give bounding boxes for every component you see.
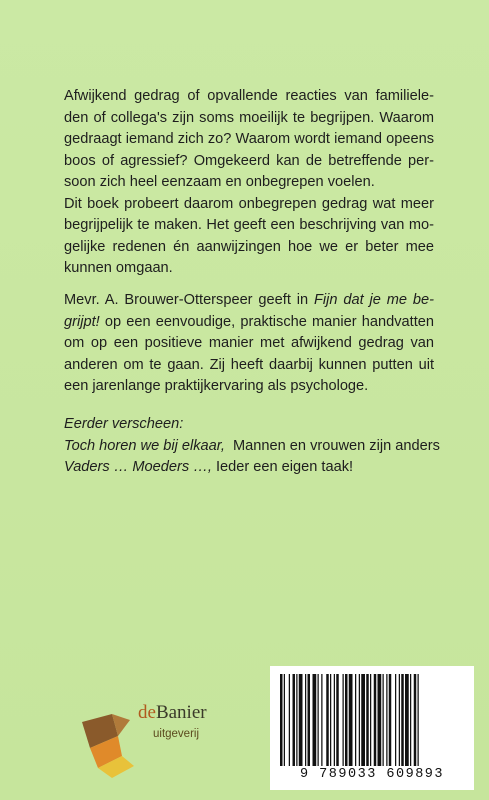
- earlier-titles-line: [64, 436, 440, 458]
- barcode-bar: [289, 674, 290, 766]
- text-line: om op een positieve manier met afwijkend gedrag van: [64, 335, 434, 351]
- barcode-bar: [359, 674, 360, 766]
- barcode-bar: [370, 674, 371, 766]
- earlier-published-section: [64, 414, 440, 479]
- publisher-name: [138, 702, 207, 724]
- text-fragment: op een eenvoudige, praktische manier handvatten: [99, 313, 434, 330]
- barcode-bar: [330, 674, 331, 766]
- barcode-bar: [355, 674, 356, 766]
- barcode-bar: [296, 674, 297, 766]
- barcode-bar: [410, 674, 411, 766]
- isbn-barcode: [270, 666, 474, 790]
- publisher-name-prefix: de: [138, 702, 156, 723]
- book-title-part: grijpt!: [64, 313, 100, 330]
- barcode-bar: [318, 674, 319, 766]
- barcode-bar: [345, 674, 348, 766]
- text-line: [64, 312, 434, 334]
- barcode-bar: [386, 674, 387, 766]
- barcode-bar: [326, 674, 329, 766]
- text-line: den of collega's zijn soms moeilijk te begrijpen. Waarom: [64, 109, 434, 126]
- barcode-bar: [374, 674, 377, 766]
- earlier-title: Vaders … Moeders …,: [64, 459, 212, 475]
- text-line: boos of agressief? Omgekeerd kan de betreffende per-: [64, 152, 434, 169]
- text-line: Dit boek probeert daarom onbegrepen gedrag wat meer: [64, 195, 434, 212]
- earlier-title: Mannen en vrouwen zijn anders: [233, 437, 440, 454]
- barcode-bar: [378, 674, 382, 766]
- earlier-title: Toch horen we bij elkaar,: [64, 437, 225, 454]
- barcode-bar: [361, 674, 365, 766]
- publisher-logo: [78, 696, 258, 780]
- barcode-bar: [280, 674, 283, 766]
- book-title-part: Fijn dat je me be-: [313, 292, 434, 308]
- description-paragraph-1: [64, 86, 434, 280]
- barcode-bar: [299, 674, 303, 766]
- barcode-bar: [313, 674, 317, 766]
- earlier-titles-line: [64, 457, 434, 479]
- barcode-bar: [383, 674, 384, 766]
- barcode-bar: [308, 674, 311, 766]
- barcode-bar: [305, 674, 306, 766]
- barcode-bar: [284, 674, 285, 766]
- barcode-bar: [414, 674, 417, 766]
- text-line: kunnen omgaan.: [64, 260, 173, 276]
- text-line: anderen om te gaan. Zij heeft daarbij kunnen putten uit: [64, 356, 434, 373]
- barcode-bar: [334, 674, 335, 766]
- barcode-bar: [321, 674, 322, 766]
- barcode-bar: [343, 674, 344, 766]
- text-line: een jarenlange praktijkervaring als psychologe.: [64, 378, 369, 394]
- barcode-bar: [401, 674, 404, 766]
- barcode-bar: [418, 674, 419, 766]
- barcode-bar: [395, 674, 396, 766]
- barcode-bar: [366, 674, 369, 766]
- barcode-bar: [336, 674, 339, 766]
- text-line: begrijpelijk te maken. Het geeft een beschrijving van mo-: [64, 217, 434, 233]
- text-line: [64, 290, 434, 312]
- description-paragraph-2: [64, 290, 434, 398]
- barcode-bar: [389, 674, 392, 766]
- text-line: gedraagt iemand zich zo? Waarom wordt iemand opeens: [64, 131, 434, 147]
- barcode-bar: [405, 674, 409, 766]
- publisher-subtitle: uitgeverij: [153, 728, 200, 740]
- text-line: soon zich heel eenzaam en onbegrepen voelen.: [64, 174, 375, 190]
- barcode-bars: [278, 674, 466, 766]
- publisher-name-main: Banier: [155, 702, 207, 723]
- barcode-bar: [293, 674, 296, 766]
- author-text: Mevr. A. Brouwer-Otterspeer geeft in: [64, 292, 314, 308]
- barcode-bar: [349, 674, 353, 766]
- text-line: Afwijkend gedrag of opvallende reacties van familiele-: [64, 88, 434, 104]
- earlier-heading: Eerder verscheen:: [64, 416, 184, 432]
- isbn-number: 9 789033 609893: [299, 767, 445, 782]
- text-line: gelijke redenen én aanwijzingen hoe we er beter mee: [64, 238, 434, 255]
- barcode-bar: [399, 674, 400, 766]
- earlier-title: Ieder een eigen taak!: [215, 459, 354, 475]
